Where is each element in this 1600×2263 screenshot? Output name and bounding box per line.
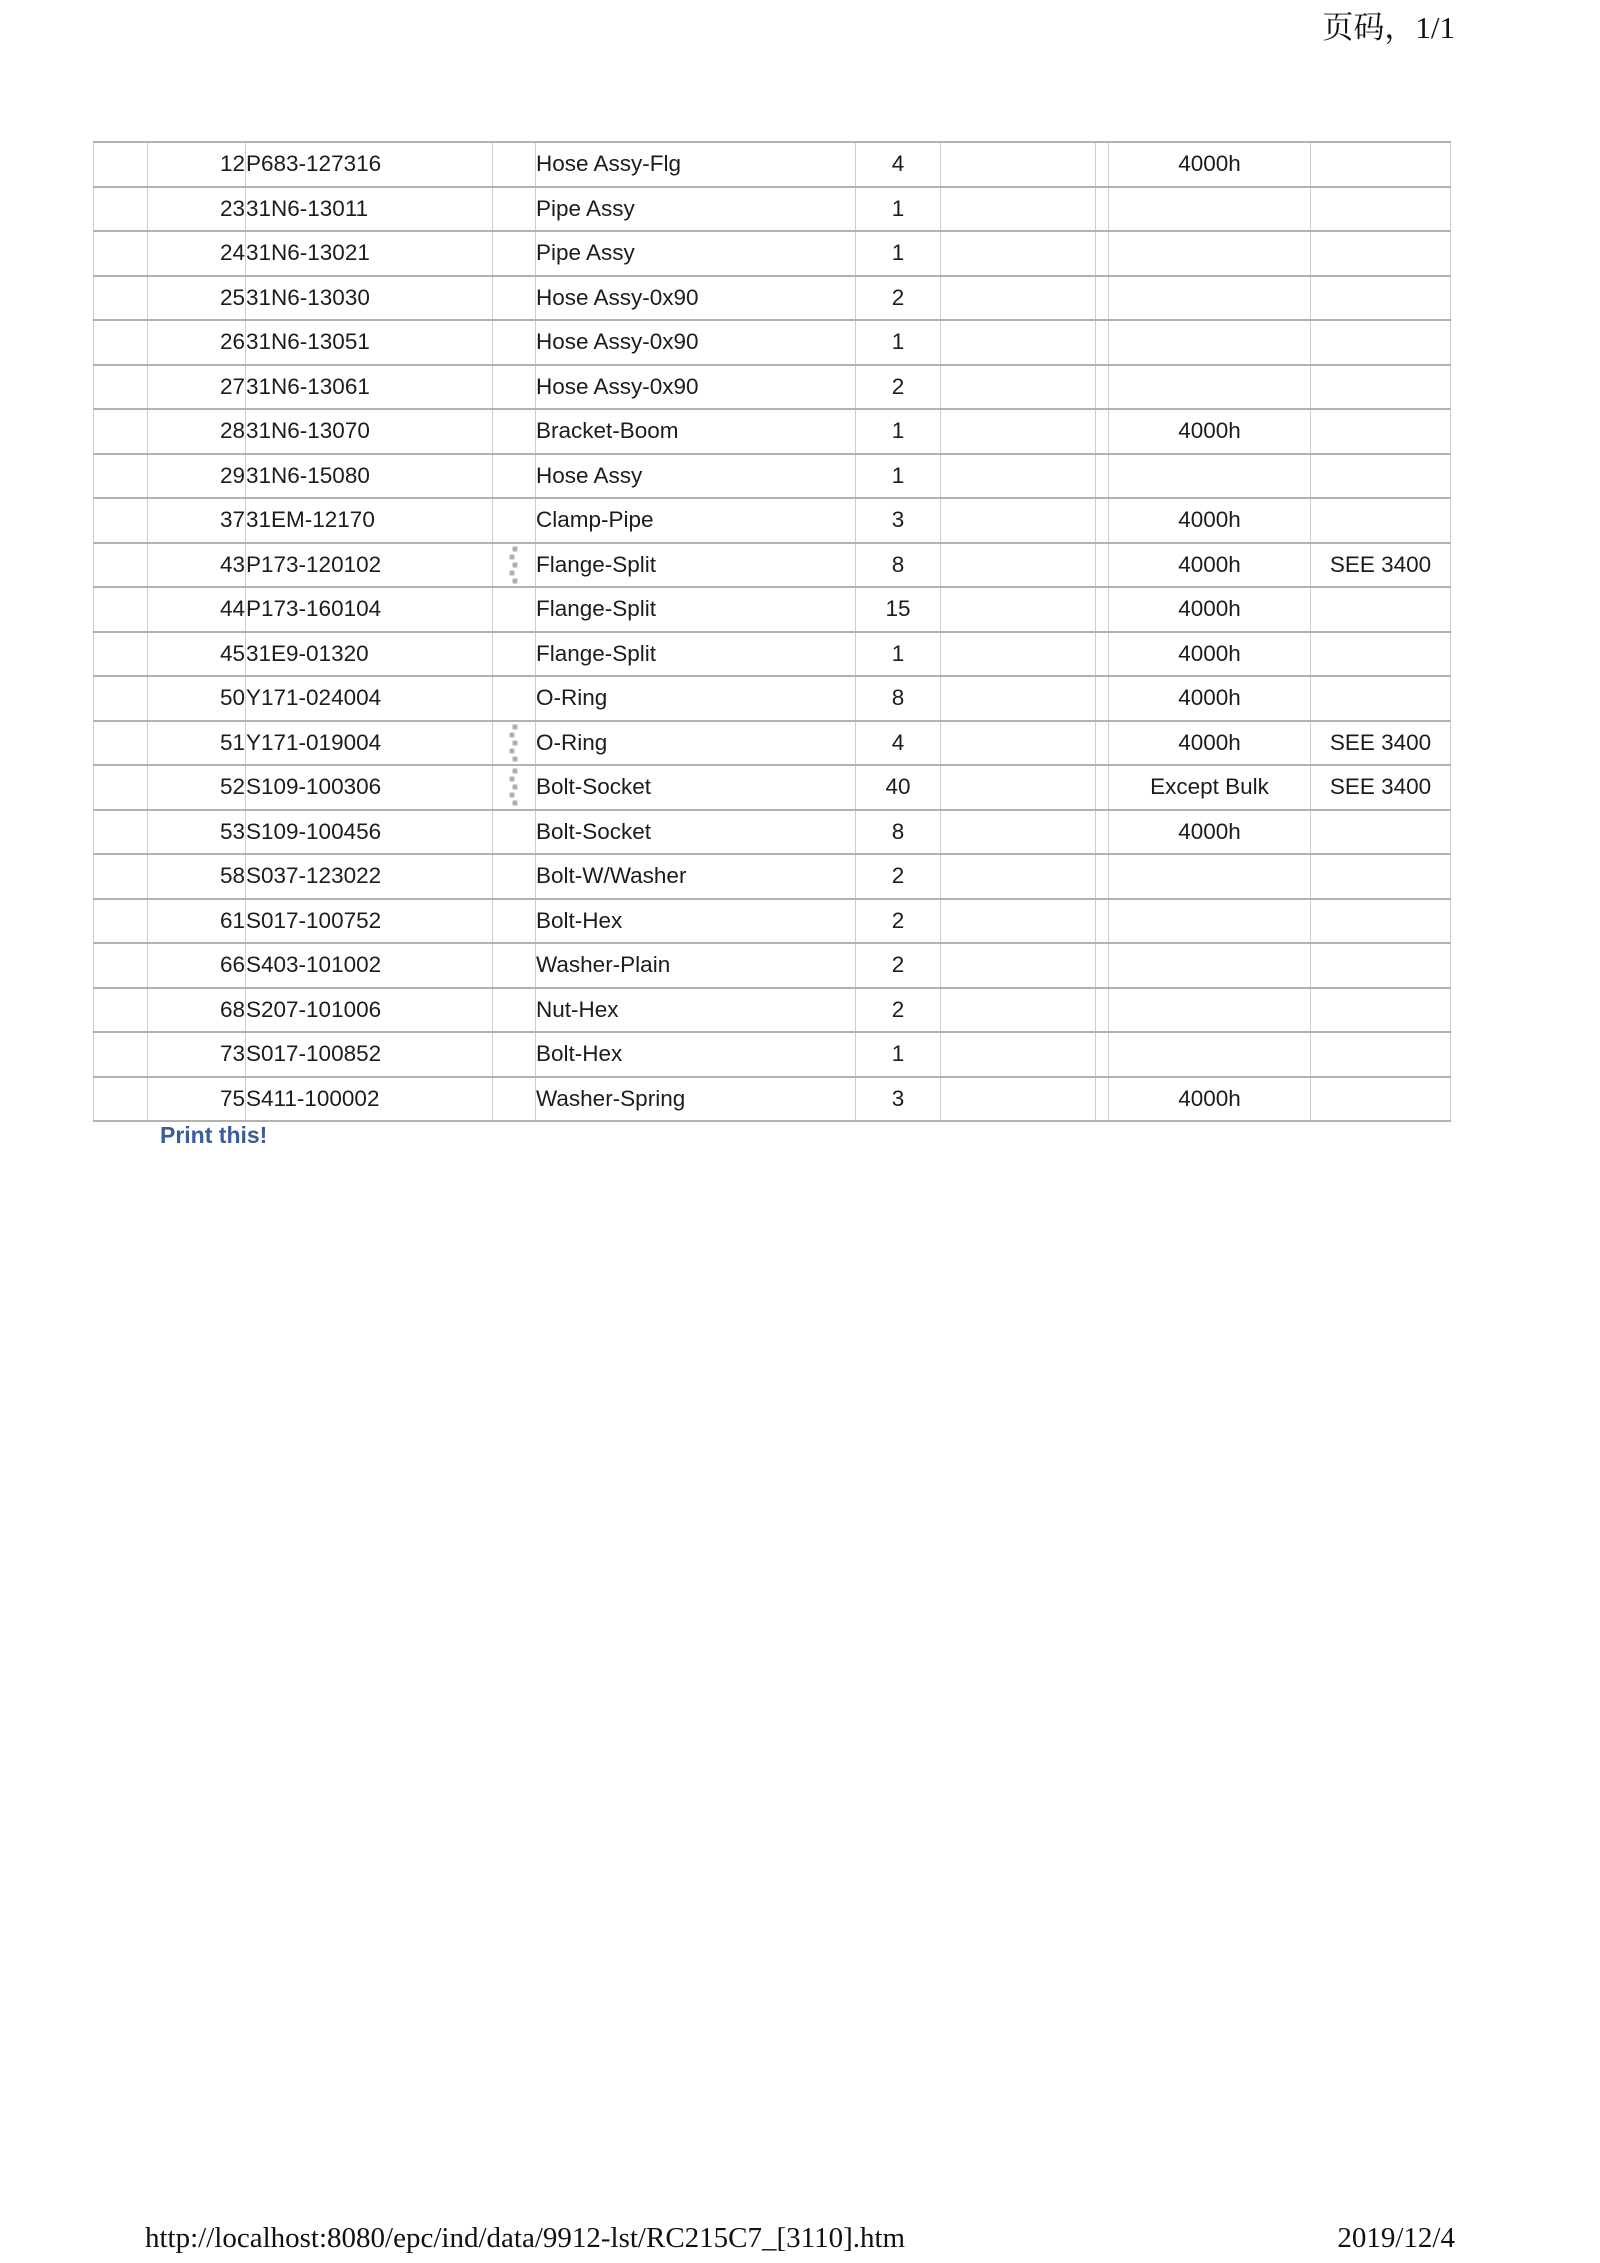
table-row — [94, 187, 1451, 232]
row-remarks: 4000h — [1109, 810, 1311, 855]
row-lead-spacer — [94, 1077, 148, 1122]
row-remarks — [1109, 231, 1311, 276]
row-empty-cell — [941, 320, 1096, 365]
row-remarks — [1109, 854, 1311, 899]
table-row — [94, 632, 1451, 677]
row-quantity: 8 — [856, 543, 941, 588]
row-see-reference — [1311, 187, 1451, 232]
row-see-reference — [1311, 231, 1451, 276]
row-item-number: 24 — [148, 231, 246, 276]
row-description: Bolt-Hex — [536, 899, 856, 944]
row-thumbnail-cell — [493, 187, 536, 232]
row-empty-cell-narrow — [1096, 142, 1109, 187]
row-see-reference — [1311, 943, 1451, 988]
row-thumbnail-cell — [493, 142, 536, 187]
footer-url: http://localhost:8080/epc/ind/data/9912-lst/RC215C7_[3110].htm — [145, 2222, 906, 2254]
row-empty-cell — [941, 142, 1096, 187]
row-quantity: 1 — [856, 1032, 941, 1077]
row-empty-cell-narrow — [1096, 676, 1109, 721]
table-row — [94, 1032, 1451, 1077]
row-see-reference — [1311, 899, 1451, 944]
table-row — [94, 320, 1451, 365]
row-empty-cell-narrow — [1096, 187, 1109, 232]
row-lead-spacer — [94, 854, 148, 899]
row-thumbnail-cell — [493, 943, 536, 988]
row-empty-cell — [941, 721, 1096, 766]
row-part-number: P173-120102 — [246, 543, 493, 588]
row-thumbnail-cell — [493, 454, 536, 499]
part-thumbnail-icon — [504, 722, 524, 764]
table-row — [94, 454, 1451, 499]
row-description: Nut-Hex — [536, 988, 856, 1033]
row-item-number: 43 — [148, 543, 246, 588]
table-row — [94, 676, 1451, 721]
row-description: Pipe Assy — [536, 187, 856, 232]
row-item-number: 27 — [148, 365, 246, 410]
row-quantity: 1 — [856, 409, 941, 454]
row-remarks — [1109, 320, 1311, 365]
row-lead-spacer — [94, 943, 148, 988]
row-part-number: P683-127316 — [246, 142, 493, 187]
row-part-number: 31E9-01320 — [246, 632, 493, 677]
parts-table — [93, 141, 1451, 1122]
row-description: Bolt-Hex — [536, 1032, 856, 1077]
row-quantity: 1 — [856, 454, 941, 499]
row-description: Hose Assy-0x90 — [536, 365, 856, 410]
row-empty-cell-narrow — [1096, 587, 1109, 632]
row-see-reference — [1311, 1032, 1451, 1077]
row-remarks — [1109, 943, 1311, 988]
row-quantity: 40 — [856, 765, 941, 810]
row-part-number: S017-100752 — [246, 899, 493, 944]
row-see-reference — [1311, 276, 1451, 321]
row-remarks — [1109, 1032, 1311, 1077]
row-lead-spacer — [94, 142, 148, 187]
row-thumbnail-cell — [493, 899, 536, 944]
table-row — [94, 276, 1451, 321]
row-lead-spacer — [94, 988, 148, 1033]
row-description: Hose Assy-0x90 — [536, 320, 856, 365]
parts-table-container — [93, 141, 1451, 1122]
row-part-number: Y171-024004 — [246, 676, 493, 721]
row-empty-cell-narrow — [1096, 810, 1109, 855]
table-row — [94, 587, 1451, 632]
row-empty-cell — [941, 409, 1096, 454]
row-quantity: 2 — [856, 899, 941, 944]
row-empty-cell — [941, 810, 1096, 855]
row-item-number: 29 — [148, 454, 246, 499]
row-description: Pipe Assy — [536, 231, 856, 276]
row-thumbnail-cell — [493, 409, 536, 454]
row-lead-spacer — [94, 721, 148, 766]
row-empty-cell — [941, 943, 1096, 988]
row-part-number: S207-101006 — [246, 988, 493, 1033]
row-remarks: 4000h — [1109, 142, 1311, 187]
row-empty-cell-narrow — [1096, 231, 1109, 276]
row-remarks: 4000h — [1109, 632, 1311, 677]
table-row — [94, 142, 1451, 187]
row-thumbnail-cell — [493, 276, 536, 321]
row-item-number: 44 — [148, 587, 246, 632]
row-remarks: 4000h — [1109, 409, 1311, 454]
row-see-reference — [1311, 498, 1451, 543]
row-part-number: S109-100456 — [246, 810, 493, 855]
row-item-number: 73 — [148, 1032, 246, 1077]
row-empty-cell — [941, 187, 1096, 232]
row-empty-cell — [941, 365, 1096, 410]
row-item-number: 25 — [148, 276, 246, 321]
row-quantity: 4 — [856, 721, 941, 766]
page-footer — [145, 2222, 1455, 2255]
row-empty-cell-narrow — [1096, 765, 1109, 810]
row-see-reference — [1311, 810, 1451, 855]
row-description: Washer-Spring — [536, 1077, 856, 1122]
row-part-number: 31N6-13030 — [246, 276, 493, 321]
row-empty-cell-narrow — [1096, 899, 1109, 944]
table-row — [94, 988, 1451, 1033]
row-lead-spacer — [94, 231, 148, 276]
row-lead-spacer — [94, 498, 148, 543]
row-lead-spacer — [94, 365, 148, 410]
row-item-number: 23 — [148, 187, 246, 232]
row-part-number: S109-100306 — [246, 765, 493, 810]
row-thumbnail-cell — [493, 676, 536, 721]
row-part-number: Y171-019004 — [246, 721, 493, 766]
row-remarks: Except Bulk — [1109, 765, 1311, 810]
row-remarks: 4000h — [1109, 498, 1311, 543]
row-lead-spacer — [94, 899, 148, 944]
row-description: Bolt-W/Washer — [536, 854, 856, 899]
row-thumbnail-cell — [493, 543, 536, 588]
row-see-reference: SEE 3400 — [1311, 765, 1451, 810]
row-remarks: 4000h — [1109, 721, 1311, 766]
row-description: O-Ring — [536, 676, 856, 721]
table-row — [94, 810, 1451, 855]
row-lead-spacer — [94, 454, 148, 499]
row-empty-cell — [941, 854, 1096, 899]
row-quantity: 3 — [856, 1077, 941, 1122]
row-quantity: 1 — [856, 187, 941, 232]
row-see-reference — [1311, 676, 1451, 721]
row-remarks — [1109, 276, 1311, 321]
part-thumbnail-icon — [504, 544, 524, 586]
row-empty-cell — [941, 231, 1096, 276]
row-lead-spacer — [94, 320, 148, 365]
row-lead-spacer — [94, 543, 148, 588]
row-item-number: 68 — [148, 988, 246, 1033]
row-part-number: S403-101002 — [246, 943, 493, 988]
row-item-number: 66 — [148, 943, 246, 988]
row-remarks — [1109, 988, 1311, 1033]
row-item-number: 53 — [148, 810, 246, 855]
row-description: Washer-Plain — [536, 943, 856, 988]
row-see-reference — [1311, 409, 1451, 454]
row-lead-spacer — [94, 587, 148, 632]
row-empty-cell-narrow — [1096, 498, 1109, 543]
row-see-reference — [1311, 142, 1451, 187]
table-row — [94, 899, 1451, 944]
row-quantity: 2 — [856, 854, 941, 899]
table-row — [94, 721, 1451, 766]
row-empty-cell-narrow — [1096, 632, 1109, 677]
row-description: Hose Assy-0x90 — [536, 276, 856, 321]
row-item-number: 12 — [148, 142, 246, 187]
row-part-number: S037-123022 — [246, 854, 493, 899]
row-empty-cell-narrow — [1096, 454, 1109, 499]
row-thumbnail-cell — [493, 988, 536, 1033]
parts-table-body — [94, 142, 1451, 1121]
row-description: Bolt-Socket — [536, 810, 856, 855]
row-description: Clamp-Pipe — [536, 498, 856, 543]
row-see-reference — [1311, 365, 1451, 410]
row-part-number: 31N6-15080 — [246, 454, 493, 499]
row-part-number: 31N6-13051 — [246, 320, 493, 365]
table-row — [94, 854, 1451, 899]
row-part-number: 31N6-13021 — [246, 231, 493, 276]
row-remarks — [1109, 899, 1311, 944]
row-see-reference: SEE 3400 — [1311, 543, 1451, 588]
row-empty-cell-narrow — [1096, 365, 1109, 410]
row-lead-spacer — [94, 810, 148, 855]
row-empty-cell — [941, 587, 1096, 632]
row-empty-cell — [941, 988, 1096, 1033]
row-see-reference — [1311, 632, 1451, 677]
row-part-number: P173-160104 — [246, 587, 493, 632]
row-lead-spacer — [94, 676, 148, 721]
row-see-reference: SEE 3400 — [1311, 721, 1451, 766]
row-description: Hose Assy-Flg — [536, 142, 856, 187]
row-quantity: 3 — [856, 498, 941, 543]
row-thumbnail-cell — [493, 587, 536, 632]
row-item-number: 51 — [148, 721, 246, 766]
row-quantity: 1 — [856, 632, 941, 677]
row-remarks: 4000h — [1109, 543, 1311, 588]
row-empty-cell-narrow — [1096, 543, 1109, 588]
row-part-number: S017-100852 — [246, 1032, 493, 1077]
row-remarks — [1109, 187, 1311, 232]
row-item-number: 26 — [148, 320, 246, 365]
row-lead-spacer — [94, 409, 148, 454]
table-row — [94, 498, 1451, 543]
row-lead-spacer — [94, 1032, 148, 1077]
row-thumbnail-cell — [493, 320, 536, 365]
row-thumbnail-cell — [493, 810, 536, 855]
row-empty-cell — [941, 498, 1096, 543]
row-item-number: 52 — [148, 765, 246, 810]
row-quantity: 2 — [856, 276, 941, 321]
row-empty-cell — [941, 276, 1096, 321]
row-item-number: 50 — [148, 676, 246, 721]
row-description: O-Ring — [536, 721, 856, 766]
row-lead-spacer — [94, 765, 148, 810]
row-part-number: 31EM-12170 — [246, 498, 493, 543]
row-quantity: 8 — [856, 810, 941, 855]
part-thumbnail-icon — [504, 766, 524, 808]
row-part-number: S411-100002 — [246, 1077, 493, 1122]
table-row — [94, 231, 1451, 276]
row-item-number: 37 — [148, 498, 246, 543]
row-quantity: 4 — [856, 142, 941, 187]
row-item-number: 75 — [148, 1077, 246, 1122]
row-remarks: 4000h — [1109, 676, 1311, 721]
row-part-number: 31N6-13011 — [246, 187, 493, 232]
row-quantity: 2 — [856, 988, 941, 1033]
row-description: Flange-Split — [536, 587, 856, 632]
page-number-header: 页码，1/1 — [1322, 10, 1455, 45]
row-empty-cell — [941, 765, 1096, 810]
table-row — [94, 409, 1451, 454]
row-quantity: 1 — [856, 320, 941, 365]
table-row — [94, 1077, 1451, 1122]
row-remarks: 4000h — [1109, 587, 1311, 632]
row-empty-cell-narrow — [1096, 409, 1109, 454]
row-part-number: 31N6-13070 — [246, 409, 493, 454]
row-lead-spacer — [94, 276, 148, 321]
row-empty-cell-narrow — [1096, 943, 1109, 988]
row-see-reference — [1311, 454, 1451, 499]
row-empty-cell — [941, 543, 1096, 588]
row-thumbnail-cell — [493, 721, 536, 766]
row-thumbnail-cell — [493, 1077, 536, 1122]
table-row — [94, 765, 1451, 810]
row-empty-cell-narrow — [1096, 988, 1109, 1033]
row-quantity: 15 — [856, 587, 941, 632]
table-row — [94, 365, 1451, 410]
row-empty-cell-narrow — [1096, 276, 1109, 321]
row-empty-cell — [941, 899, 1096, 944]
footer-date: 2019/12/4 — [1337, 2222, 1455, 2254]
row-see-reference — [1311, 988, 1451, 1033]
row-description: Flange-Split — [536, 632, 856, 677]
row-empty-cell-narrow — [1096, 721, 1109, 766]
row-item-number: 58 — [148, 854, 246, 899]
row-thumbnail-cell — [493, 765, 536, 810]
row-empty-cell — [941, 676, 1096, 721]
row-quantity: 1 — [856, 231, 941, 276]
row-thumbnail-cell — [493, 365, 536, 410]
row-empty-cell — [941, 1032, 1096, 1077]
row-empty-cell — [941, 454, 1096, 499]
row-see-reference — [1311, 320, 1451, 365]
row-empty-cell-narrow — [1096, 854, 1109, 899]
row-see-reference — [1311, 1077, 1451, 1122]
row-item-number: 61 — [148, 899, 246, 944]
row-thumbnail-cell — [493, 1032, 536, 1077]
row-see-reference — [1311, 854, 1451, 899]
row-empty-cell-narrow — [1096, 1077, 1109, 1122]
row-thumbnail-cell — [493, 498, 536, 543]
row-description: Bolt-Socket — [536, 765, 856, 810]
row-lead-spacer — [94, 187, 148, 232]
row-empty-cell-narrow — [1096, 1032, 1109, 1077]
row-description: Hose Assy — [536, 454, 856, 499]
row-empty-cell-narrow — [1096, 320, 1109, 365]
print-this-link[interactable]: Print this! — [160, 1122, 268, 1148]
row-item-number: 45 — [148, 632, 246, 677]
row-thumbnail-cell — [493, 231, 536, 276]
row-remarks — [1109, 454, 1311, 499]
row-see-reference — [1311, 587, 1451, 632]
row-remarks — [1109, 365, 1311, 410]
row-thumbnail-cell — [493, 854, 536, 899]
row-description: Flange-Split — [536, 543, 856, 588]
table-row — [94, 943, 1451, 988]
row-lead-spacer — [94, 632, 148, 677]
row-quantity: 8 — [856, 676, 941, 721]
row-part-number: 31N6-13061 — [246, 365, 493, 410]
row-quantity: 2 — [856, 943, 941, 988]
row-quantity: 2 — [856, 365, 941, 410]
row-description: Bracket-Boom — [536, 409, 856, 454]
table-row — [94, 543, 1451, 588]
row-empty-cell — [941, 1077, 1096, 1122]
row-remarks: 4000h — [1109, 1077, 1311, 1122]
row-empty-cell — [941, 632, 1096, 677]
row-thumbnail-cell — [493, 632, 536, 677]
row-item-number: 28 — [148, 409, 246, 454]
